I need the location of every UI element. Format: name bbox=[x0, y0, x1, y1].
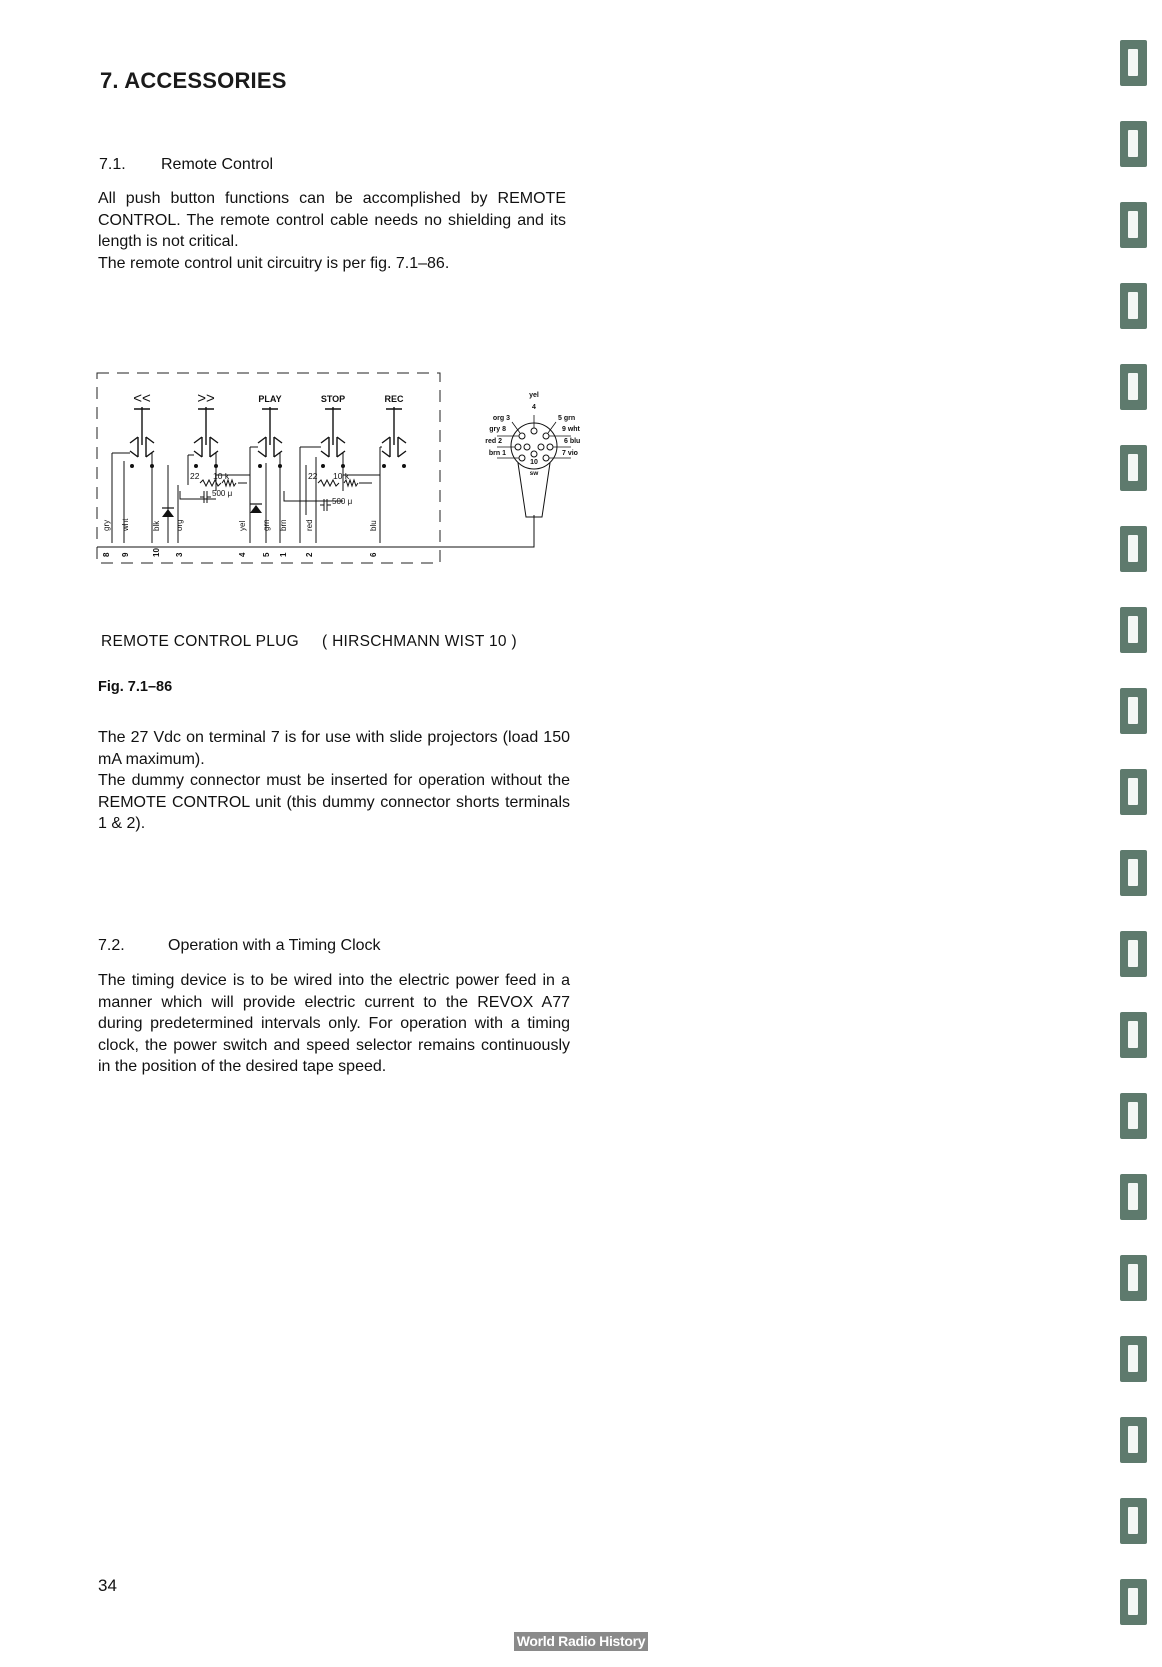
plug-pin-label: 7 vio bbox=[562, 450, 578, 457]
plug-pin-label: gry 8 bbox=[489, 426, 506, 433]
pin-number: 6 bbox=[369, 552, 378, 557]
resistor-label: 10 k bbox=[333, 471, 350, 481]
plug-pin-label: sw bbox=[529, 470, 539, 477]
wire-label: gry bbox=[102, 519, 111, 531]
note-body bbox=[98, 727, 570, 835]
plug-pin-label: yel bbox=[529, 392, 539, 399]
section-body bbox=[98, 970, 570, 1078]
pin-number: 10 bbox=[152, 548, 161, 557]
index-tab bbox=[1120, 769, 1147, 815]
capacitor-label: 500 μ bbox=[332, 497, 353, 506]
index-tab bbox=[1120, 1336, 1147, 1382]
wire-label: yel bbox=[238, 520, 247, 531]
figure-label: Fig. 7.1–86 bbox=[98, 679, 173, 695]
resistor-label: 22 bbox=[190, 471, 200, 481]
index-tab bbox=[1120, 931, 1147, 977]
capacitor-label: 500 μ bbox=[212, 489, 233, 498]
page-number: 34 bbox=[98, 1576, 117, 1595]
index-tab bbox=[1120, 1255, 1147, 1301]
figure-caption-model: ( HIRSCHMANN WIST 10 ) bbox=[322, 633, 517, 650]
paragraph: All push button functions can be accomplished by REMOTE CONTROL. The remote control cable needs no shielding and its length is not critical. bbox=[98, 190, 566, 250]
plug-pin-label: org 3 bbox=[492, 415, 510, 422]
paragraph: The dummy connector must be inserted for operation without the REMOTE CONTROL unit (this dummy connector shorts terminals 1 & 2). bbox=[98, 772, 570, 832]
plug-pin-label: red 2 bbox=[485, 438, 502, 445]
section-number: 7.1. bbox=[99, 156, 126, 173]
index-tab bbox=[1120, 202, 1147, 248]
plug-pin-label: 5 grn bbox=[558, 415, 576, 422]
button-label: STOP bbox=[320, 394, 346, 404]
wire-label: red bbox=[305, 519, 314, 531]
resistor-label: 22 bbox=[308, 471, 318, 481]
index-tab bbox=[1120, 850, 1147, 896]
index-tab bbox=[1120, 526, 1147, 572]
diode-bars bbox=[162, 504, 262, 508]
watermark: World Radio History bbox=[514, 1632, 648, 1651]
section-number: 7.2. bbox=[98, 937, 125, 954]
plug-pin-number: 4 bbox=[532, 404, 536, 411]
index-tab bbox=[1120, 364, 1147, 410]
wire-label: wht bbox=[121, 518, 130, 531]
pin-number: 5 bbox=[262, 552, 271, 557]
index-tab bbox=[1120, 1012, 1147, 1058]
index-tab bbox=[1120, 1093, 1147, 1139]
pin-number: 8 bbox=[102, 552, 111, 557]
pin-number: 4 bbox=[238, 552, 247, 557]
page-heading: 7. ACCESSORIES bbox=[100, 68, 287, 93]
paragraph: The remote control unit circuitry is per fig. 7.1–86. bbox=[98, 254, 450, 272]
plug-pin-label: 6 blu bbox=[564, 438, 581, 445]
switch-symbols bbox=[130, 407, 406, 457]
index-tab bbox=[1120, 445, 1147, 491]
wire-label: blk bbox=[152, 520, 161, 531]
plug-pin-label: 9 wht bbox=[562, 426, 580, 433]
button-label: PLAY bbox=[258, 394, 282, 404]
pin-number: 2 bbox=[305, 552, 314, 557]
index-tab bbox=[1120, 1579, 1147, 1625]
button-label: << bbox=[133, 390, 151, 407]
index-tab bbox=[1120, 607, 1147, 653]
plug-pin-label: brn 1 bbox=[488, 450, 506, 457]
index-tab bbox=[1120, 1498, 1147, 1544]
pin-number: 3 bbox=[175, 552, 184, 557]
pin-number: 1 bbox=[279, 552, 288, 557]
button-label: >> bbox=[197, 390, 215, 407]
din-plug bbox=[497, 415, 571, 517]
figure-caption: REMOTE CONTROL PLUG bbox=[101, 633, 300, 650]
section-body bbox=[98, 188, 566, 274]
index-tab bbox=[1120, 40, 1147, 86]
wire-label: org bbox=[175, 519, 184, 531]
index-tab bbox=[1120, 121, 1147, 167]
section-title: Operation with a Timing Clock bbox=[168, 937, 381, 954]
resistor-label: 10 k bbox=[213, 471, 230, 481]
wire-label: blu bbox=[369, 520, 378, 531]
index-tab bbox=[1120, 283, 1147, 329]
plug-pin-number: 10 bbox=[530, 459, 538, 466]
index-tab-strip bbox=[1112, 0, 1152, 1667]
index-tab bbox=[1120, 1174, 1147, 1220]
contact-dots bbox=[130, 464, 406, 468]
paragraph: The timing device is to be wired into the electric power feed in a manner which will provide electric current to the REVOX A77 during predetermined intervals only. For operation with a timing clock, the power switch and speed selector remains continuously in the position of the desired tape speed. bbox=[98, 972, 570, 1075]
section-title: Remote Control bbox=[161, 156, 274, 173]
index-tab bbox=[1120, 688, 1147, 734]
remote-control-circuit-diagram bbox=[90, 365, 610, 575]
wire-label: brn bbox=[279, 519, 288, 531]
diodes bbox=[162, 505, 262, 517]
pin-number: 9 bbox=[121, 552, 130, 557]
button-label: REC bbox=[384, 394, 404, 404]
paragraph: The 27 Vdc on terminal 7 is for use with slide projectors (load 150 mA maximum). bbox=[98, 729, 570, 768]
wire-label: grn bbox=[262, 519, 271, 531]
index-tab bbox=[1120, 1417, 1147, 1463]
